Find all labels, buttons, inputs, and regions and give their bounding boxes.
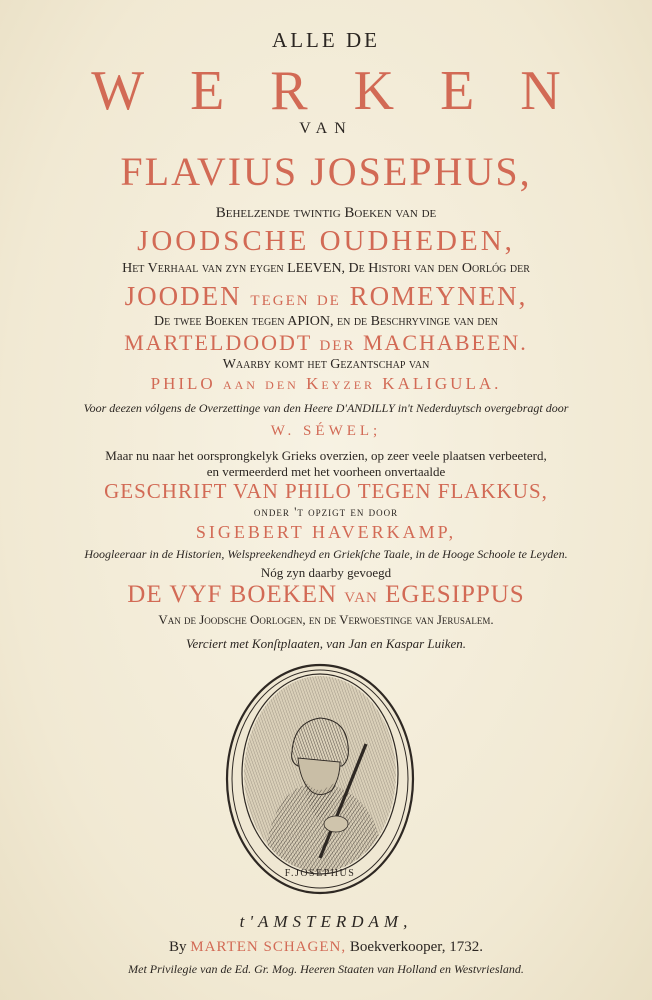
line-vyf-boeken-egesippus: DE VYF BOEKEN van EGESIPPUS (127, 581, 525, 608)
line-sigebert-haverkamp: SIGEBERT HAVERKAMP, (195, 522, 457, 542)
line-onder-opzigt: onder 't opzigt en door (253, 504, 399, 519)
line-konstplaaten-luiken: Verciert met Konſtplaaten, van Jan en Kaspar Luiken. (185, 636, 467, 651)
line-w-sewel: W. SÉWEL; (270, 423, 382, 439)
imprint-privilege: Met Privilegie van de Ed. Gr. Mog. Heeren Staaten van Holland en Westvriesland. (128, 962, 524, 976)
portrait-caption: F.JOSEPHUS (284, 868, 356, 879)
line-joodsche-oudheden: JOODSCHE OUDHEDEN, (137, 225, 515, 257)
title-werken: WERKEN (91, 60, 607, 122)
line-gezantschap: Waarby komt het Gezantschap van (222, 357, 430, 372)
line-marteldoodt-machabeen: MARTELDOODT der MACHABEEN. (124, 330, 528, 355)
line-jooden-romeynen: JOODEN tegen de ROMEYNEN, (124, 281, 528, 311)
line-vermeerderd: en vermeerderd met het voorheen onvertaalde (206, 464, 446, 479)
line-philo-kaligula: PHILO aan den Keyzer KALIGULA. (150, 374, 502, 393)
line-joodsche-oorlogen: Van de Joodsche Oorlogen, en de Verwoestinge van Jerusalem. (158, 612, 494, 627)
title-flavius-josephus: FLAVIUS JOSEPHUS, (120, 149, 532, 194)
line-twee-boeken-apion: De twee Boeken tegen APION, en de Beschryvinge van den (154, 314, 498, 329)
imprint-amsterdam: t'AMSTERDAM, (239, 912, 413, 931)
figure-hand (324, 816, 348, 832)
line-verhaal-leeven: Het Verhaal van zyn eygen LEEVEN, De Histori van den Oorlóg der (122, 261, 530, 276)
title-van: VAN (299, 120, 353, 137)
title-alle-de: ALLE DE (272, 28, 380, 52)
line-grieks-overzien: Maar nu naar het oorsprongkelyk Grieks overzien, op zeer veele plaatsen verbeeterd, (105, 448, 547, 463)
line-behelzende: Behelzende twintig Boeken van de (215, 205, 437, 221)
line-hoogleeraar-leyden: Hoogleeraar in de Historien, Welspreekendheyd en Griekſche Taale, in de Hooge Schoole te Leyden. (84, 547, 568, 561)
line-geschrift-philo-flakkus: GESCHRIFT VAN PHILO TEGEN FLAKKUS, (104, 479, 548, 503)
imprint-publisher-line: By MARTEN SCHAGEN, Boekverkooper, 1732. (169, 939, 483, 955)
line-overzettinge-dandilly: Voor deezen vólgens de Overzettinge van den Heere D'ANDILLY in't Nederduytsch overgebragt door (83, 401, 569, 415)
portrait-medallion (224, 662, 416, 896)
line-nog-zyn-daarby: Nóg zyn daarby gevoegd (260, 565, 392, 580)
